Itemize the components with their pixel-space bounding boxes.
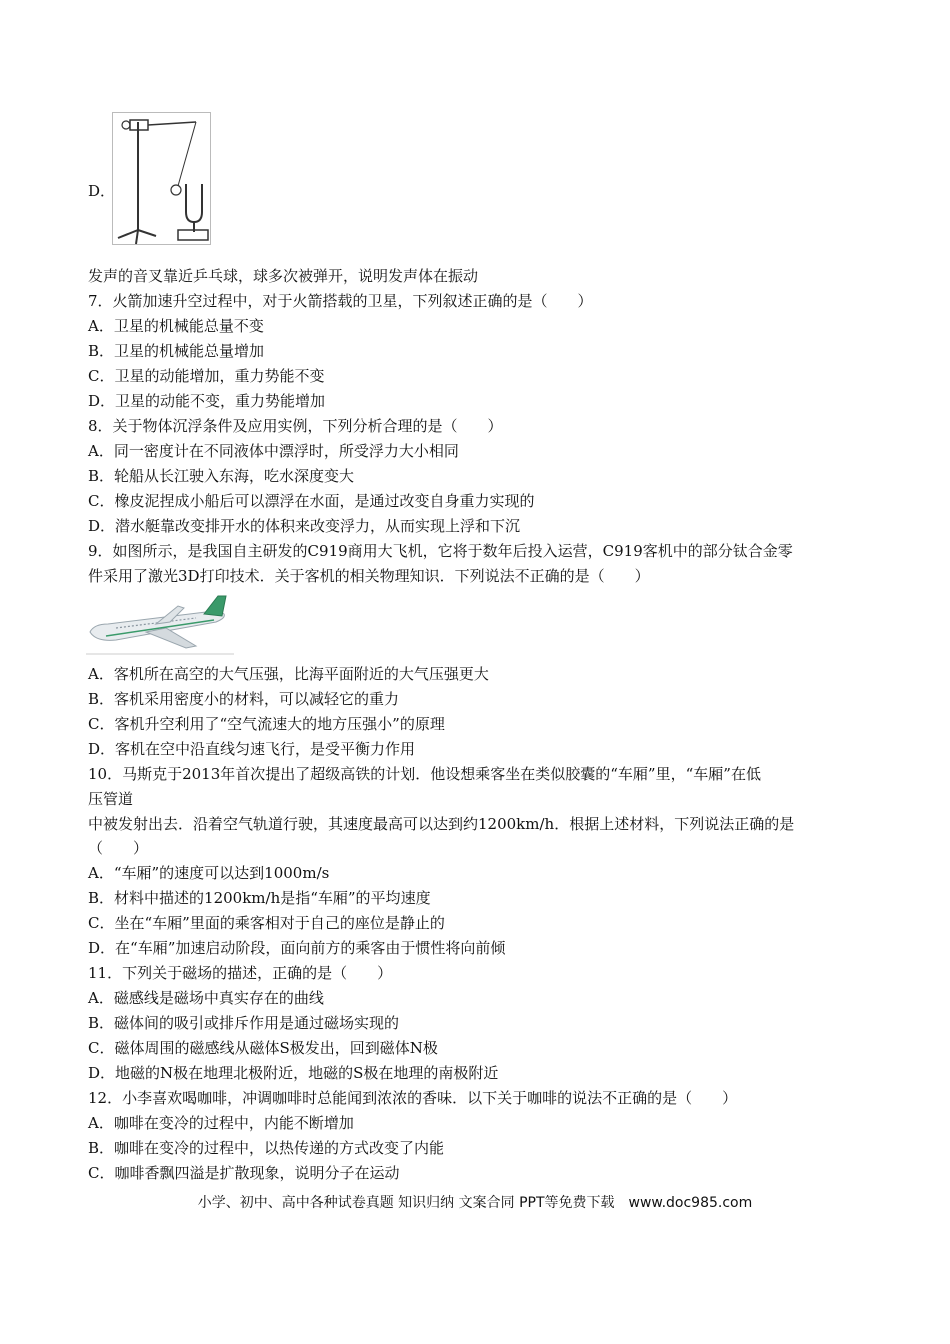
tuning-fork-apparatus-figure (112, 112, 214, 246)
option-line: B．卫星的机械能总量增加 (88, 342, 265, 360)
option-line: C．橡皮泥捏成小船后可以漂浮在水面，是通过改变自身重力实现的 (88, 492, 535, 510)
question-10-bracket: （ ） (88, 839, 149, 857)
question-10-stem-cont: 中被发射出去．沿着空气轨道行驶，其速度最高可以达到约1200km/h．根据上述材料，下列说法正确的是 (88, 815, 795, 833)
option-line: D．客机在空中沿直线匀速飞行，是受平衡力作用 (88, 740, 416, 758)
question-10-stem-cont: 压管道 (88, 790, 134, 808)
option-line: C．咖啡香飘四溢是扩散现象，说明分子在运动 (88, 1164, 400, 1182)
option-line: C．磁体周围的磁感线从磁体S极发出，回到磁体N极 (88, 1039, 438, 1057)
question-7-stem: 7．火箭加速升空过程中，对于火箭搭载的卫星，下列叙述正确的是（ ） (88, 292, 593, 310)
option-line: B．磁体间的吸引或排斥作用是通过磁场实现的 (88, 1014, 400, 1032)
option-line: A．卫星的机械能总量不变 (88, 317, 264, 335)
option-line: A．“车厢”的速度可以达到1000m/s (88, 864, 330, 882)
option-line: D．潜水艇靠改变排开水的体积来改变浮力，从而实现上浮和下沉 (88, 517, 521, 535)
option-line: A．同一密度计在不同液体中漂浮时，所受浮力大小相同 (88, 442, 459, 460)
option-line: D．地磁的N极在地理北极附近，地磁的S极在地理的南极附近 (88, 1064, 499, 1082)
page-footer: 小学、初中、高中各种试卷真题 知识归纳 文案合同 PPT等免费下载 www.doc985.com (197, 1195, 753, 1211)
option-line: B．轮船从长江驶入东海，吃水深度变大 (88, 467, 355, 485)
question-11-stem: 11．下列关于磁场的描述，正确的是（ ） (88, 964, 393, 982)
question-12-stem: 12．小李喜欢喝咖啡，冲调咖啡时总能闻到浓浓的香味．以下关于咖啡的说法不正确的是（ ） (88, 1089, 738, 1107)
option-d-label: D． (88, 182, 116, 200)
option-line: C．坐在“车厢”里面的乘客相对于自己的座位是静止的 (88, 914, 445, 932)
option-line: D．在“车厢”加速启动阶段，面向前方的乘客由于惯性将向前倾 (88, 939, 506, 957)
question-8-stem: 8．关于物体沉浮条件及应用实例，下列分析合理的是（ ） (88, 417, 503, 435)
option-line: B．材料中描述的1200km/h是指“车厢”的平均速度 (88, 889, 431, 907)
option-line: A．磁感线是磁场中真实存在的曲线 (88, 989, 324, 1007)
question-9-stem-cont: 件采用了激光3D打印技术．关于客机的相关物理知识．下列说法不正确的是（ ） (88, 567, 650, 585)
option-line: C．卫星的动能增加，重力势能不变 (88, 367, 325, 385)
question-9-stem: 9．如图所示，是我国自主研发的C919商用大飞机，它将于数年后投入运营，C919客机中的部分钛合金零 (88, 542, 793, 560)
option-line: A．咖啡在变冷的过程中，内能不断增加 (88, 1114, 354, 1132)
question-10-stem: 10．马斯克于2013年首次提出了超级高铁的计划．他设想乘客坐在类似胶囊的“车厢”里，“车厢”在低 (88, 765, 761, 783)
option-line: D．卫星的动能不变，重力势能增加 (88, 392, 326, 410)
c919-airplane-figure (86, 594, 234, 656)
text-line: 发声的音叉靠近乒乓球，球多次被弹开，说明发声体在振动 (88, 267, 479, 285)
option-line: B．咖啡在变冷的过程中，以热传递的方式改变了内能 (88, 1139, 445, 1157)
option-line: A．客机所在高空的大气压强，比海平面附近的大气压强更大 (88, 665, 489, 683)
option-line: C．客机升空利用了“空气流速大的地方压强小”的原理 (88, 715, 445, 733)
option-line: B．客机采用密度小的材料，可以减轻它的重力 (88, 690, 400, 708)
